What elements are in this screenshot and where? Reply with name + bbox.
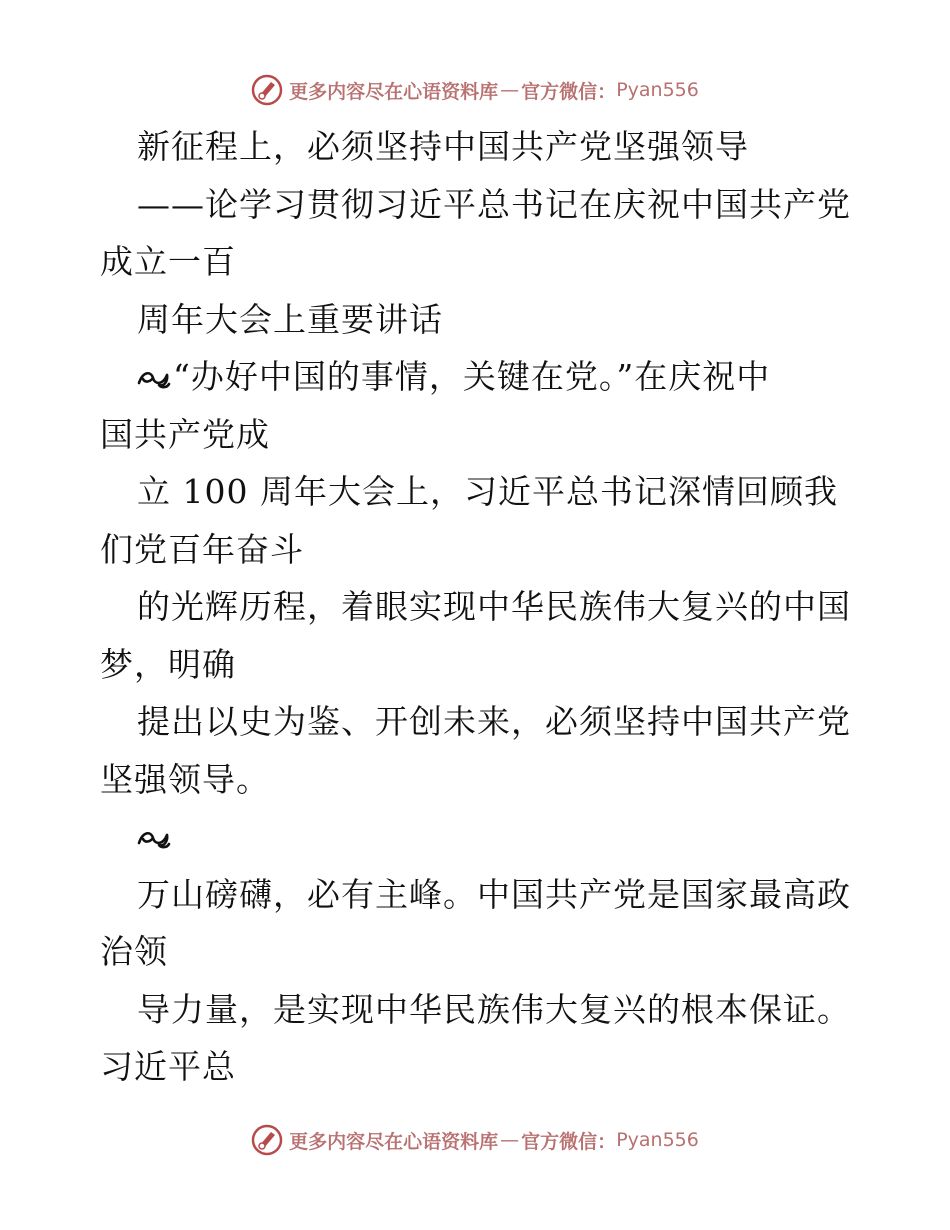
ornament-line [100, 808, 860, 866]
paragraph-line: 坚强领导。 [100, 759, 270, 799]
title-line: 新征程上，必须坚持中国共产党坚强领导 [137, 127, 749, 166]
paragraph-line: 治领 [100, 932, 168, 971]
paragraph-text: “办好中国的事情，关键在党。”在庆祝中 [173, 357, 771, 396]
paragraph-line: 立 100 周年大会上，习近平总书记深情回顾我 [137, 472, 838, 511]
paragraph-line: 们党百年奋斗 [100, 529, 304, 569]
watermark-brand-text: 更多内容尽在心语资料库 [289, 1130, 499, 1153]
watermark-wechat-label: 官方微信： [521, 1130, 617, 1153]
paragraph-line: 习近平总 [100, 1047, 236, 1086]
subtitle-line-end: 周年大会上重要讲话 [137, 299, 443, 339]
swash-ornament-icon [137, 365, 171, 391]
subtitle-line: ——论学习贯彻习近平总书记在庆祝中国共产党 [137, 184, 851, 224]
paragraph-line [100, 348, 860, 406]
subtitle-line-continued: 成立一百 [100, 242, 236, 281]
watermark-wechat-label: 官方微信： [521, 80, 617, 103]
footer-watermark [0, 1120, 950, 1160]
paragraph-line: 万山磅礴，必有主峰。中国共产党是国家最高政 [137, 874, 851, 914]
watermark-dash: — [500, 79, 520, 101]
watermark-brand-text: 更多内容尽在心语资料库 [289, 80, 499, 103]
paragraph-line: 提出以史为鉴、开创未来，必须坚持中国共产党 [137, 702, 851, 741]
seal-logo-icon [251, 74, 283, 106]
paragraph-line: 国共产党成 [100, 414, 270, 454]
swash-ornament-icon [137, 825, 171, 851]
watermark-dash: — [500, 1129, 520, 1151]
paragraph-line: 导力量，是实现中华民族伟大复兴的根本保证。 [137, 989, 851, 1029]
watermark-wechat-id: Pyan556 [616, 79, 699, 101]
paragraph-line: 梦，明确 [100, 644, 236, 684]
header-watermark [0, 70, 950, 110]
watermark-wechat-id: Pyan556 [616, 1129, 699, 1151]
document-body [100, 118, 860, 1096]
seal-logo-icon [251, 1124, 283, 1156]
paragraph-line: 的光辉历程，着眼实现中华民族伟大复兴的中国 [137, 587, 851, 626]
